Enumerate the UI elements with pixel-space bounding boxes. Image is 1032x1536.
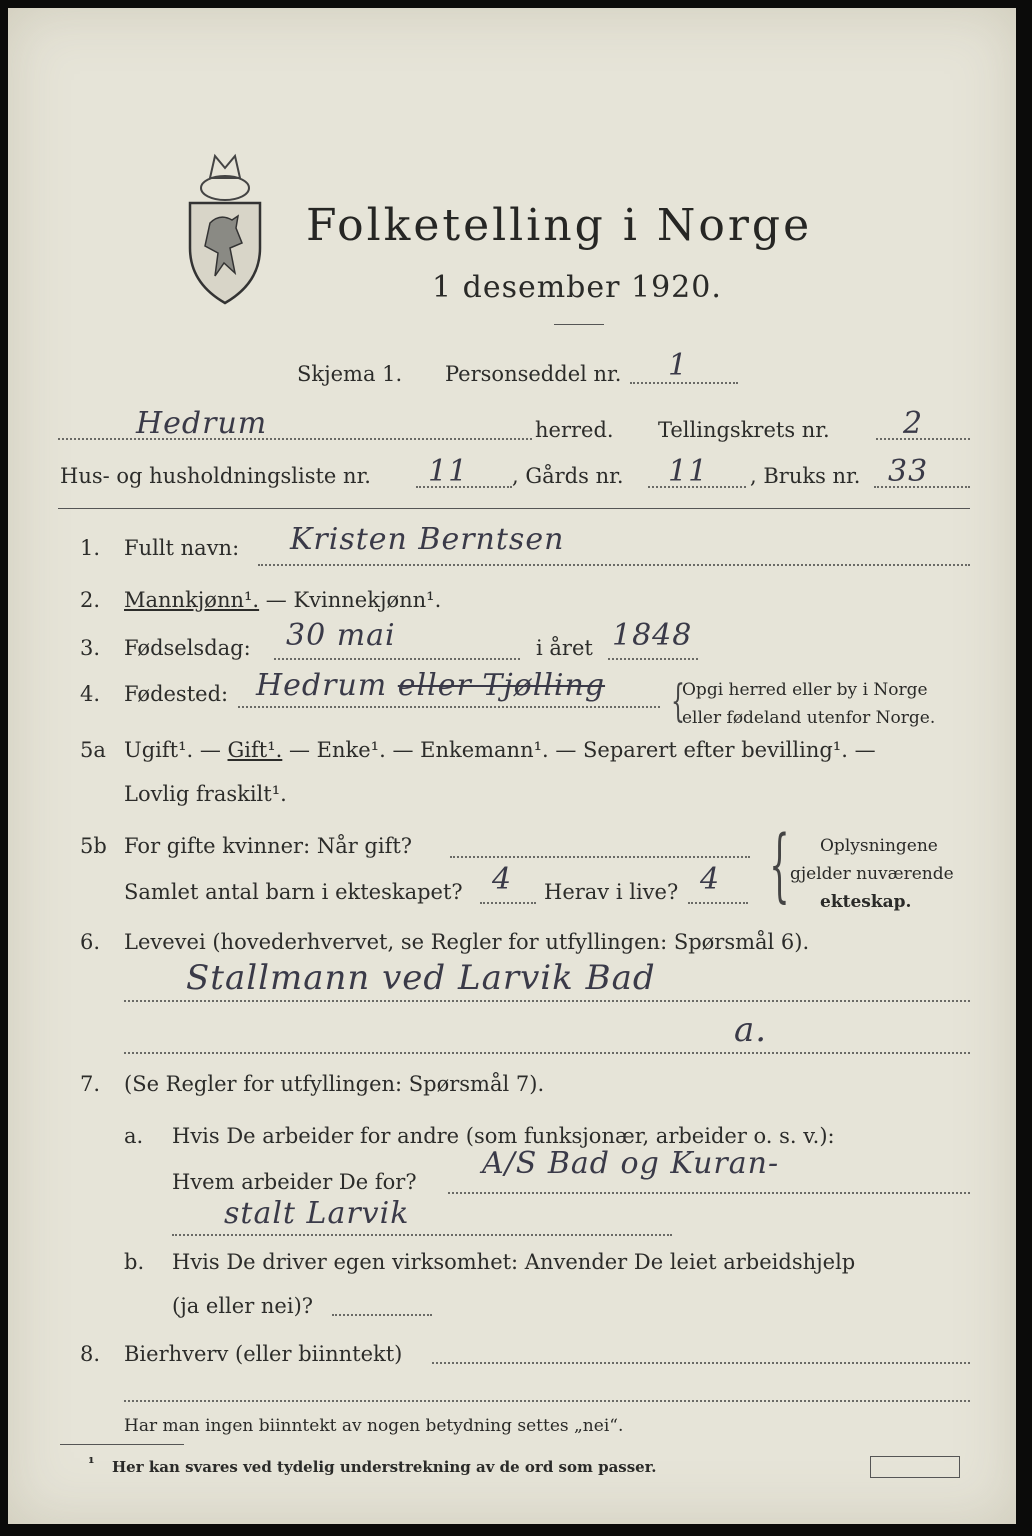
children-value: 4 — [492, 862, 513, 897]
marital-status-field: Ugift¹. — Gift¹. — Enke¹. — Enkemann¹. — Separert efter bevilling¹. — — [124, 738, 876, 762]
alive-value: 4 — [700, 862, 721, 897]
gift-option: Gift¹. — [227, 738, 283, 762]
gards-label: , Gårds nr. — [512, 464, 624, 488]
tellingskrets-label: Tellingskrets nr. — [658, 418, 830, 442]
children-label: Samlet antal barn i ekteskapet? — [124, 880, 463, 904]
hus-number: 11 — [428, 454, 469, 489]
brace: { — [671, 676, 685, 727]
occupation-value-line2: a. — [734, 1010, 768, 1050]
personseddel-number: 1 — [668, 348, 689, 383]
employer-value-line2: stalt Larvik — [224, 1196, 410, 1231]
q6-number: 6. — [80, 930, 101, 954]
census-date: 1 desember 1920. — [432, 270, 722, 305]
q4-number: 4. — [80, 682, 101, 706]
q5a-line2: Lovlig fraskilt¹. — [124, 782, 287, 806]
full-name-value: Kristen Berntsen — [290, 522, 565, 557]
q5b-note-line3: ekteskap. — [820, 892, 912, 912]
q3-label: Fødselsdag: — [124, 636, 251, 660]
bruks-label: , Bruks nr. — [750, 464, 861, 488]
form-title: Folketelling i Norge — [306, 200, 813, 251]
q7-label: (Se Regler for utfyllingen: Spørsmål 7). — [124, 1072, 545, 1096]
herred-value: Hedrum — [136, 406, 268, 441]
q7b-line2: (ja eller nei)? — [172, 1294, 314, 1318]
q4-note-line2: eller fødeland utenfor Norge. — [682, 708, 936, 728]
coat-of-arms-icon — [180, 148, 270, 308]
q5b-number: 5b — [80, 834, 107, 858]
male-option: Mannkjønn¹. — [124, 588, 260, 612]
q7b-line1: Hvis De driver egen virksomhet: Anvender De leiet arbeidshjelp — [172, 1250, 856, 1274]
struck-text: eller Tjølling — [397, 668, 606, 703]
q7a-line2: Hvem arbeider De for? — [172, 1170, 417, 1194]
divider — [554, 324, 604, 325]
q6-label: Levevei (hovederhvervet, se Regler for utfyllingen: Spørsmål 6). — [124, 930, 810, 954]
q5b-note-line2: gjelder nuværende — [790, 864, 954, 884]
employer-value-line1: A/S Bad og Kuran- — [482, 1146, 780, 1181]
birth-year-value: 1848 — [612, 618, 693, 653]
female-option: Kvinnekjønn¹. — [293, 588, 442, 612]
bruks-number: 33 — [888, 454, 929, 489]
q3-number: 3. — [80, 636, 101, 660]
birthplace-value: Hedrum eller Tjølling — [256, 668, 606, 703]
q7-number: 7. — [80, 1072, 101, 1096]
occupation-value-line1: Stallmann ved Larvik Bad — [186, 958, 656, 998]
q5a-number: 5a — [80, 738, 106, 762]
q5b-label: For gifte kvinner: Når gift? — [124, 834, 413, 858]
census-form — [8, 8, 1016, 1524]
footnote: Her kan svares ved tydelig understrekning av de ord som passer. — [112, 1458, 657, 1476]
q4-label: Fødested: — [124, 682, 229, 706]
q8-label: Bierhverv (eller biinntekt) — [124, 1342, 403, 1366]
q2-number: 2. — [80, 588, 101, 612]
q5b-note-line1: Oplysningene — [820, 836, 938, 856]
footnote-rule — [60, 1444, 184, 1445]
q7a-number: a. — [124, 1124, 144, 1148]
brace: { — [769, 818, 790, 911]
q7a-line1: Hvis De arbeider for andre (som funksjonær, arbeider o. s. v.): — [172, 1124, 835, 1148]
q4-note-line1: Opgi herred eller by i Norge — [682, 680, 928, 700]
printer-stamp — [870, 1456, 960, 1478]
q1-label: Fullt navn: — [124, 536, 240, 560]
personseddel-label: Personseddel nr. — [445, 362, 622, 386]
birthdate-value: 30 mai — [286, 618, 396, 653]
tellingskrets-number: 2 — [903, 406, 924, 441]
year-label: i året — [536, 636, 593, 660]
q8-number: 8. — [80, 1342, 101, 1366]
footnote-mark: ¹ — [88, 1454, 95, 1472]
gards-number: 11 — [668, 454, 709, 489]
sex-field: Mannkjønn¹. — Kvinnekjønn¹. — [124, 588, 442, 612]
skjema-label: Skjema 1. — [297, 362, 403, 386]
section-divider — [58, 508, 970, 509]
alive-label: Herav i live? — [544, 880, 679, 904]
herred-label: herred. — [535, 418, 614, 442]
q1-number: 1. — [80, 536, 101, 560]
hus-label: Hus- og husholdningsliste nr. — [60, 464, 371, 488]
nei-note: Har man ingen biinntekt av nogen betydning settes „nei“. — [124, 1416, 624, 1436]
q7b-number: b. — [124, 1250, 145, 1274]
